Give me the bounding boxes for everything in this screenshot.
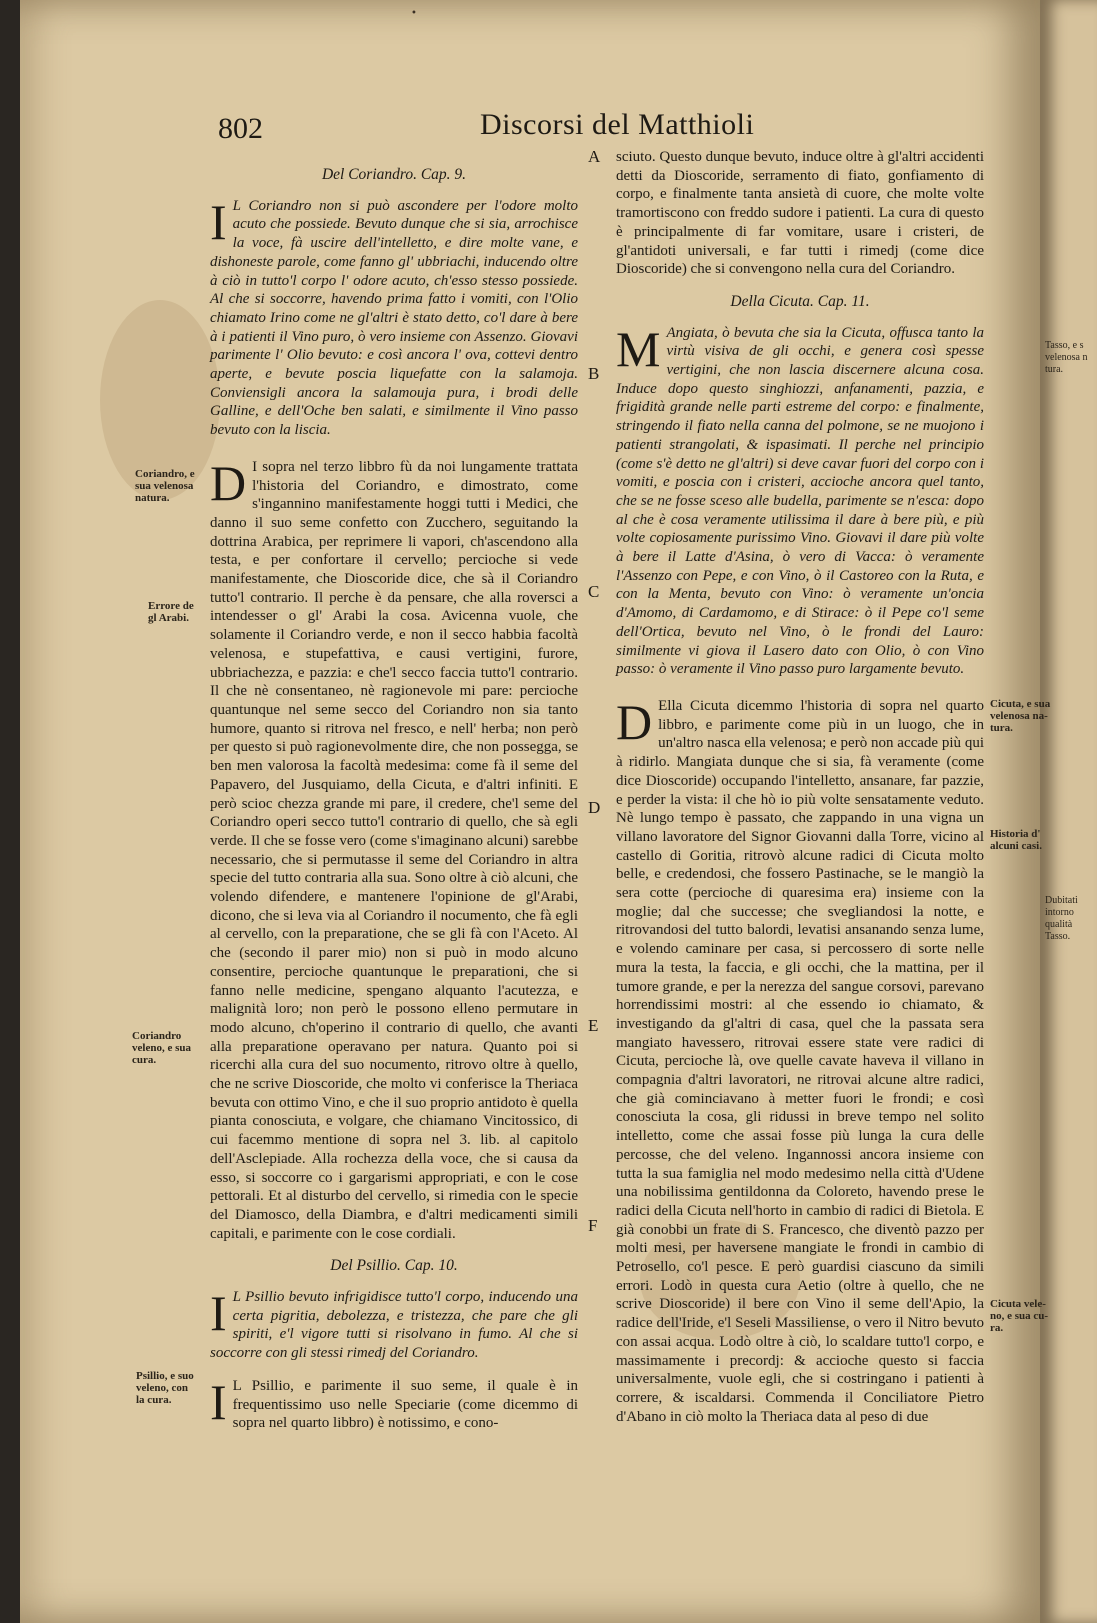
drop-cap: D bbox=[210, 454, 247, 511]
margin-note: Coriandro, e sua velenosa natura. bbox=[135, 468, 195, 504]
discourse-text bbox=[616, 693, 984, 1426]
discourse-text: sciuto. Questo dunque bevuto, induce oltre à gl'altri accidenti detti da Dioscoride, serramento di fiato, gonfiamento di corpo, e finalmente tanta ansietà di cuore, che molte volte tramortiscono con freddo sudore i patienti. La cura di questo è principalmente di far vomitare, usare i cristeri, de gl'antidoti universali, e far tutti i rimedj (come dice Dioscoride) che si convengono nella cura del Coriandro. bbox=[616, 149, 984, 278]
left-column bbox=[210, 160, 578, 1447]
discourse-body: L Psillio, e parimente il suo seme, il quale è in frequentissimo uso nelle Speciarie (come dicemmo di sopra nel quarto libbro) è notissimo, e cono- bbox=[232, 1377, 578, 1432]
section-letter: D bbox=[588, 798, 601, 817]
discourse-body: Ella Cicuta dicemmo l'historia di sopra nel quarto libbro, e parimente come più in un luogo, che in un'altro nasca ella velenosa; e però non accade più qui à ridirlo. Mangiata dunque che si sia, fà veramente (come dice Dioscoride) occupando l'intelletto, ansanare, far pazzie, e perder la vista: il che hò io più volte sensatamente veduto. Nè lungo tempo è passato, che zappando in una vigna un villano lavoratore del Signor Giovanni dalla Torre, vicino al castello di Goritia, ritrovò alcune radici di Cicuta molto belle, e credendosi, che fossero Pastinache, se le mangiò la sera cotte (percioche di quaresima era) insieme con la moglie; dal che successe; che svegliandosi la notte, e ritrovandosi del tutto balordi, levatisi ansanando senza lume, e volendo caminare per casa, si percossero di sorte nelle mura la testa, la faccia, e gli occhi, che la mattina, per il tumore grande, e per la nerezza del sangue corsovi, parevano horrendissimi mostri: al che essendo io chiamato, & investigando da gl'altri di casa, quel che la passata sera mangiato havessero, ritrovai essere state vere radici di Cicuta, percioche là, ove quelle cavate haveva il villano in compagnia d'altri lavoratori, ne ritrovai alcune altre radici, che già cominciavano à metter fuori le frondi; e così conosciuta la cosa, gli ridussi in breve tempo nel solito intelletto, come che assai fosse più lunga la cura delle percosse, che del veleno. Ingannossi ancora insieme con tutta la sua famiglia nel modo medesimo nella città d'Udene una nobilissima gentildonna da Coloreto, havendo prese le radici della Cicuta nell'horto in cambio di radici di Bietola. E già conobbi un frate di S. Francesco, che diventò pazzo per molti mesi, per haversene mangiate le frondi in cambio di Petrosello, co'l pesce. E però guardisi ciascuno da simili errori. Lodò in questa cura Aetio (oltre à quello, che ne scrive Dioscoride) il bere con Vino il seme dell'Apio, la radice dell'Iride, e'l Seseli Massiliense, o vero il Nitro bevuto con assai acqua. Lodò oltre à ciò, lo scaldare tutto'l corpo, e massimamente i precordj: & accioche questo si faccia universalmente, vuole egli, che si costringano i patienti à correre, & iscaldarsi. Commenda il Conciliatore Pietro d'Abano in ciò molto la Theriaca data al peso di due bbox=[616, 697, 984, 1425]
chapter-body: L Coriandro non si può ascondere per l'odore molto acuto che possiede. Bevuto dunque che si sia, arrochisce la voce, fà uscire dell'intelletto, e dire molte vane, e dishoneste parole, come fanno gl' ubbriachi, inducendo oltre à ciò in tutto'l corpo l' odore acuto, ch'esso stesso possiede. Al che si soccorre, havendo prima fatto i vomiti, con l'Olio chiamato Irino come ne gl'altri è stato detto, co'l dare à bere à i patienti il Vino puro, ò vero insieme con Assenzo. Giovavi parimente l' Olio bevuto: e così ancora l' ova, cottevi dentro aperte, e bevute poscia liquefatte con la salamoja. Conviensigli ancora la salamouja pura, i brodi delle Galline, e dell'Oche ben salati, e similmente il Vino passo bevuto con la liscia. bbox=[210, 197, 578, 439]
facing-margin-note: Dubitati intorno qualità Tasso. bbox=[1045, 895, 1078, 942]
drop-cap: I bbox=[210, 1373, 227, 1430]
page-number: 802 bbox=[218, 112, 263, 145]
section-letter: A bbox=[588, 147, 601, 166]
chapter-heading: Del Coriandro. Cap. 9. bbox=[321, 166, 467, 183]
chapter-heading: Della Cicuta. Cap. 11. bbox=[730, 292, 870, 310]
discourse-body: I sopra nel terzo libbro fù da noi lungamente trattata l'historia del Coriandro, e dimostrato, come s'ingannino manifestamente hoggi tutti i Medici, che danno il suo seme confetto con Zucchero, seguitando la dottrina Arabica, per reprimere li vapori, ch'ascendono alla testa, e per confortare il cervello; percioche si vede manifestamente, che Dioscoride dice, che sà il Coriandro tutto'l contrario. Il perche è da pensare, che alla roversci a intendesser o gl' Arabi la cosa. Avicenna vuole, che solamente il Coriandro verde, e non il secco habbia facoltà velenosa, e stupefattiva, e causi vertigini, furore, ubbriachezza, e pazzia: e che'l secco faccia tutto'l contrario. Il che nè consentaneo, nè ragionevole mi pare: percioche quantunque nel seme secco del Coriandro non sia tanto humore, quanto si ritrova nel fresco, e nell' herba; non però per questo si può ragionevolmente dire, che non possegga, se ben men valorosa la facoltà medesima: come fà il seme del Papavero, del Jusquiamo, della Cicuta, e d'altri infiniti. E però scioc chezza grande mi pare, il credere, che'l seme del Coriandro operi secco tutto'l contrario di quello, che sà egli verde. Il che se fosse vero (come s'imaginano alcuni) sarebbe necessario, che si permutasse il seme del Coriandro in altra specie del tutto contraria alla sua. Sono oltre à ciò alcuni, che volendo difendere, e mantenere l'opinione de gl'Arabi, dicono, che si leva via al Coriandro il nocumento, che fà egli al cervello, con la preparatione, che se gli fà con l'Aceto. Al che (secondo il parer mio) non si può in modo alcuno consentire, percioche quantunque le preparationi, che si fanno nelle medicine, spengano alquanto l'acutezza, e malignità loro; non però le possono elleno permutare in modo alcuno, ch'operino il contrario di quello, che avanti alla preparatione operavano per natura. Quanto poi si ricerchi alla cura del suo nocumento, ritrovo oltre à quello, che ne scrive Dioscoride, che molto vi conferisce la Theriaca bevuta con ottimo Vino, e che il suo proprio antidoto è quella pianta conosciuta, e volgare, che chiamano Vincitossico, di cui facemmo mentione di sopra nel 3. lib. al capitolo dell'Asclepiade. Alla rochezza della voce, che si causa da esso, si soccorre co i gargarismi appropriati, e con le cose pettorali. Et al disturbo del cervello, si rimedia con le specie del Diamosco, della Diambra, e d'altri medicamenti simili capitali, e parimente con le cose cordiali. bbox=[210, 458, 578, 1242]
margin-note: Coriandro veleno, e sua cura. bbox=[132, 1030, 191, 1066]
margin-note: Cicuta vele- no, e sua cu- ra. bbox=[990, 1298, 1049, 1334]
section-letter: C bbox=[588, 582, 600, 601]
drop-cap: I bbox=[210, 1285, 227, 1342]
discourse-text bbox=[210, 454, 578, 1244]
section-letter: B bbox=[588, 364, 600, 383]
top-mark: • bbox=[411, 8, 417, 19]
drop-cap: D bbox=[616, 693, 653, 750]
chapter-body: L Psillio bevuto infrigidisce tutto'l corpo, inducendo una certa pigritia, debolezza, e tristezza, che pare che gli spiriti, e'l vigore tutti si risolvano in fumo. Al che si soccorre con gli stessi rimedj del Coriandro. bbox=[210, 1289, 578, 1362]
facing-margin-note: Tasso, e s velenosa n tura. bbox=[1045, 340, 1088, 375]
running-title: Discorsi del Matthioli bbox=[480, 108, 755, 141]
section-letter: E bbox=[588, 1016, 599, 1035]
chapter-text bbox=[616, 320, 984, 679]
chapter-text bbox=[210, 193, 578, 440]
margin-note: Psillio, e suo veleno, con la cura. bbox=[136, 1370, 194, 1406]
margin-note: Historia d' alcuni casi. bbox=[990, 828, 1042, 852]
drop-cap: M bbox=[616, 320, 661, 377]
facing-page-edge bbox=[1040, 0, 1097, 1623]
chapter-text bbox=[210, 1285, 578, 1363]
margin-note: Errore de gl Arabi. bbox=[148, 600, 194, 624]
discourse-text bbox=[210, 1373, 578, 1433]
margin-note: Cicuta, e sua velenosa na- tura. bbox=[990, 698, 1051, 734]
chapter-body: Angiata, ò bevuta che sia la Cicuta, offusca tanto la virtù visiva de gli occhi, e genera così spesse vertigini, che non lascia discernere alcuna cosa. Induce dopo questo singhiozzi, anfanamenti, pazzia, e frigidità grande nelle parti estreme del corpo: e finalmente, stringendo il fiato nella canna del polmone, se ne muojono i patienti strangolati, & ispasimati. Il perche nel principio (come s'è detto ne gl'altri) si deve cavar fuori del corpo con i vomiti, e poscia con i cristeri, accioche ancora quel tanto, che se ne fosse sceso alle budella, parimente se n'esca: dopo al che è cosa veramente utilissima il dare à bere più, e più volte copiosamente purissimo Vino. Giovavi il dare più volte à bere il Latte d'Asina, ò vero di Vacca: ò veramente l'Assenzo con Pepe, e con Vino, ò il Castoreo con la Ruta, e con la Menta, bevuto con Vino: ò veramente un'oncia d'Amomo, di Cardamomo, e di Stirace: ò il Pepe co'l seme dell'Ortica, bevuto nel Vino, ò le frondi del Lauro: similmente vi giova il Lasero dato con Olio, ò con Vino passo: ò veramente il Vino passo puro largamente bevuto. bbox=[616, 324, 984, 678]
drop-cap: I bbox=[210, 193, 227, 250]
chapter-heading: Del Psillio. Cap. 10. bbox=[330, 1257, 458, 1275]
section-letter: F bbox=[588, 1216, 598, 1235]
right-column bbox=[616, 148, 984, 1440]
